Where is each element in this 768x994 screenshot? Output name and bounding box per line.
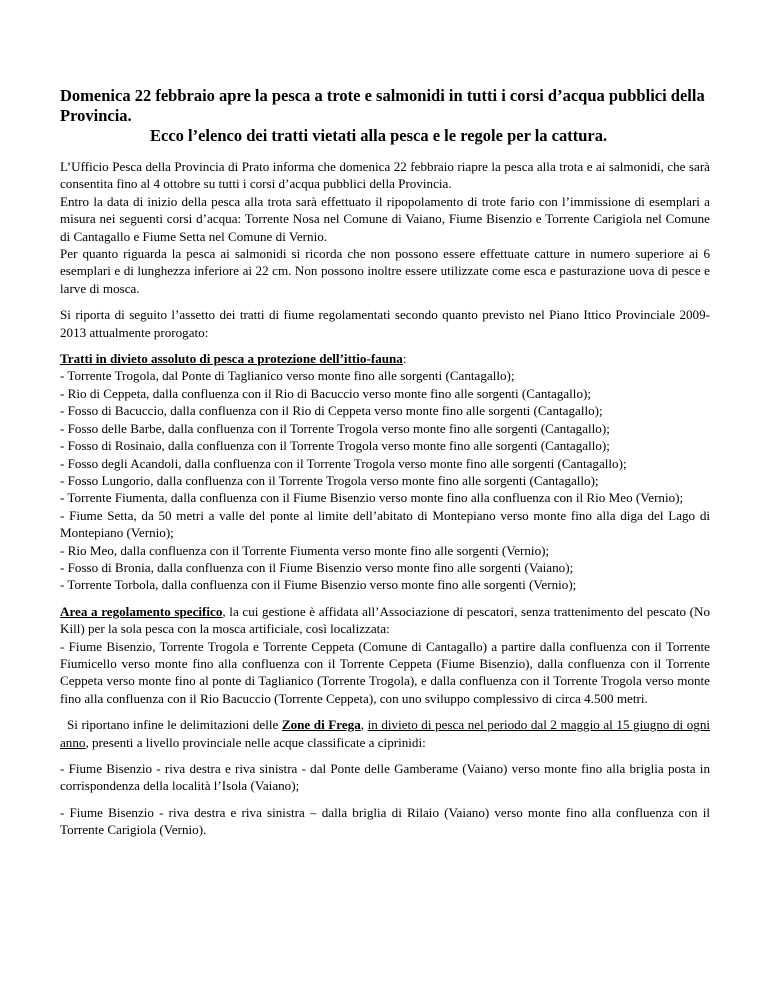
divieto-item: - Torrente Trogola, dal Ponte di Taglianico verso monte fino alle sorgenti (Cantagallo); [60,368,515,384]
frega-heading: Zone di Frega [281,717,361,733]
frega-text-mid: , [360,717,368,733]
divieto-item: - Torrente Fiumenta, dalla confluenza con il Fiume Bisenzio verso monte fino alla confluenza con il Rio Meo (Vernio); [60,490,684,506]
frega-item: - Fiume Bisenzio - riva destra e riva sinistra - dal Ponte delle Gamberame (Vaiano) verso monte fino alla briglia posta in corrispondenza della località l’Isola (Vaiano); [60,761,710,794]
divieto-heading-line [60,350,710,367]
area-paragraph [60,603,710,638]
title-line-2-tail: . [603,126,608,145]
frega-text-pre: Si riportano infine le delimitazioni delle [67,717,282,733]
divieto-item: - Fosso di Rosinaio, dalla confluenza con il Torrente Trogola verso monte fino alle sorgenti (Cantagallo); [60,438,610,454]
assetto-paragraph: Si riporta di seguito l’assetto dei tratti di fiume regolamentati secondo quanto previsto nel Piano Ittico Provinciale 2009-2013 attualmente prorogato: [60,307,710,340]
title-line-1: Domenica 22 febbraio apre la pesca a trote e salmonidi in tutti i corsi d’acqua pubblici della Provincia. [60,86,705,125]
divieto-item: - Fiume Setta, da 50 metri a valle del ponte al limite dell’abitato di Montepiano verso monte fino alla diga del Lago di Montepiano (Vernio); [60,507,710,541]
area-text: , la cui gestione è affidata all’Associazione di pescatori, senza trattenimento del pescato (No Kill) per la sola pesca con la mosca artificiale, così localizzata: [60,603,710,637]
frega-paragraph [60,716,710,751]
title-line-2-bold: Ecco l’elenco dei tratti vietati alla pesca e le regole per la cattura [150,126,603,145]
intro-paragraph-2: Entro la data di inizio della pesca alla trota sarà effettuato il ripopolamento di trote fario con l’immissione di esemplari a misura nei seguenti corsi d’acqua: Torrente Nosa nel Comune di Vaiano, Fiume Bisenzio e Torrente Carigiola nel Comune di Cantagallo e Fiume Setta nel Comune di Vernio. [60,193,710,244]
divieto-item: - Fosso Lungorio, dalla confluenza con il Torrente Trogola verso monte fino alle sorgenti (Cantagallo); [60,472,599,488]
divieto-item: - Rio di Ceppeta, dalla confluenza con il Rio di Bacuccio verso monte fino alle sorgenti (Cantagallo); [60,385,591,401]
area-item: - Fiume Bisenzio, Torrente Trogola e Torrente Ceppeta (Comune di Cantagallo) a partire dalla confluenza con il Torrente Fiumicello verso monte fino alla confluenza con il Torrente Ceppeta (Fiume Bisenzio), dalla confluenza con il Torrente Ceppeta verso monte fino al ponte di Taglianico (Torrente Trogola), e dalla confluenza con il Torrente Trogola verso monte fino alla confluenza con il Rio Bacuccio (Torrente Ceppeta), con uno sviluppo complessivo di circa 4.500 metri. [60,638,710,706]
frega-item: - Fiume Bisenzio - riva destra e riva sinistra – dalla briglia di Rilaio (Vaiano) verso monte fino alla confluenza con il Torrente Carigiola (Vernio). [60,804,710,838]
divieto-item: - Fosso delle Barbe, dalla confluenza con il Torrente Trogola verso monte fino alle sorgenti (Cantagallo); [60,420,610,436]
intro-paragraph-1: L’Ufficio Pesca della Provincia di Prato informa che domenica 22 febbraio riapre la pesca alla trota e ai salmonidi, che sarà consentita fino al 4 ottobre su tutti i corsi d’acqua pubblici della Provincia. [60,159,710,192]
divieto-item: - Fosso di Bacuccio, dalla confluenza con il Rio di Ceppeta verso monte fino alle sorgenti (Cantagallo); [60,403,603,419]
frega-period: in divieto di pesca nel periodo dal 2 maggio al 15 giugno di ogni anno [60,717,711,750]
intro-paragraph-3: Per quanto riguarda la pesca ai salmonidi si ricorda che non possono essere effettuate catture in numero superiore ai 6 esemplari e di lunghezza inferiore ai 22 cm. Non possono inoltre essere utilizzate come esca e pasturazione uova di pesce e larve di mosca. [60,246,710,296]
document-page [60,86,710,839]
divieto-item: - Fosso di Bronia, dalla confluenza con il Fiume Bisenzio verso monte fino alle sorgenti (Vaiano); [60,559,574,575]
divieto-item: - Fosso degli Acandoli, dalla confluenza con il Torrente Trogola verso monte fino alle sorgenti (Cantagallo); [60,455,627,471]
frega-text-post: , presenti a livello provinciale nelle acque classificate a ciprinidi: [85,734,426,750]
title-line-2 [150,126,710,146]
divieto-heading: Tratti in divieto assoluto di pesca a protezione dell’ittio-fauna [60,351,403,367]
divieto-heading-tail: : [402,351,407,367]
divieto-item: - Torrente Torbola, dalla confluenza con il Fiume Bisenzio verso monte fino alle sorgenti (Vernio); [60,577,577,593]
area-heading: Area a regolamento specifico [60,603,223,619]
divieto-item: - Rio Meo, dalla confluenza con il Torrente Fiumenta verso monte fino alle sorgenti (Vernio); [60,542,550,558]
